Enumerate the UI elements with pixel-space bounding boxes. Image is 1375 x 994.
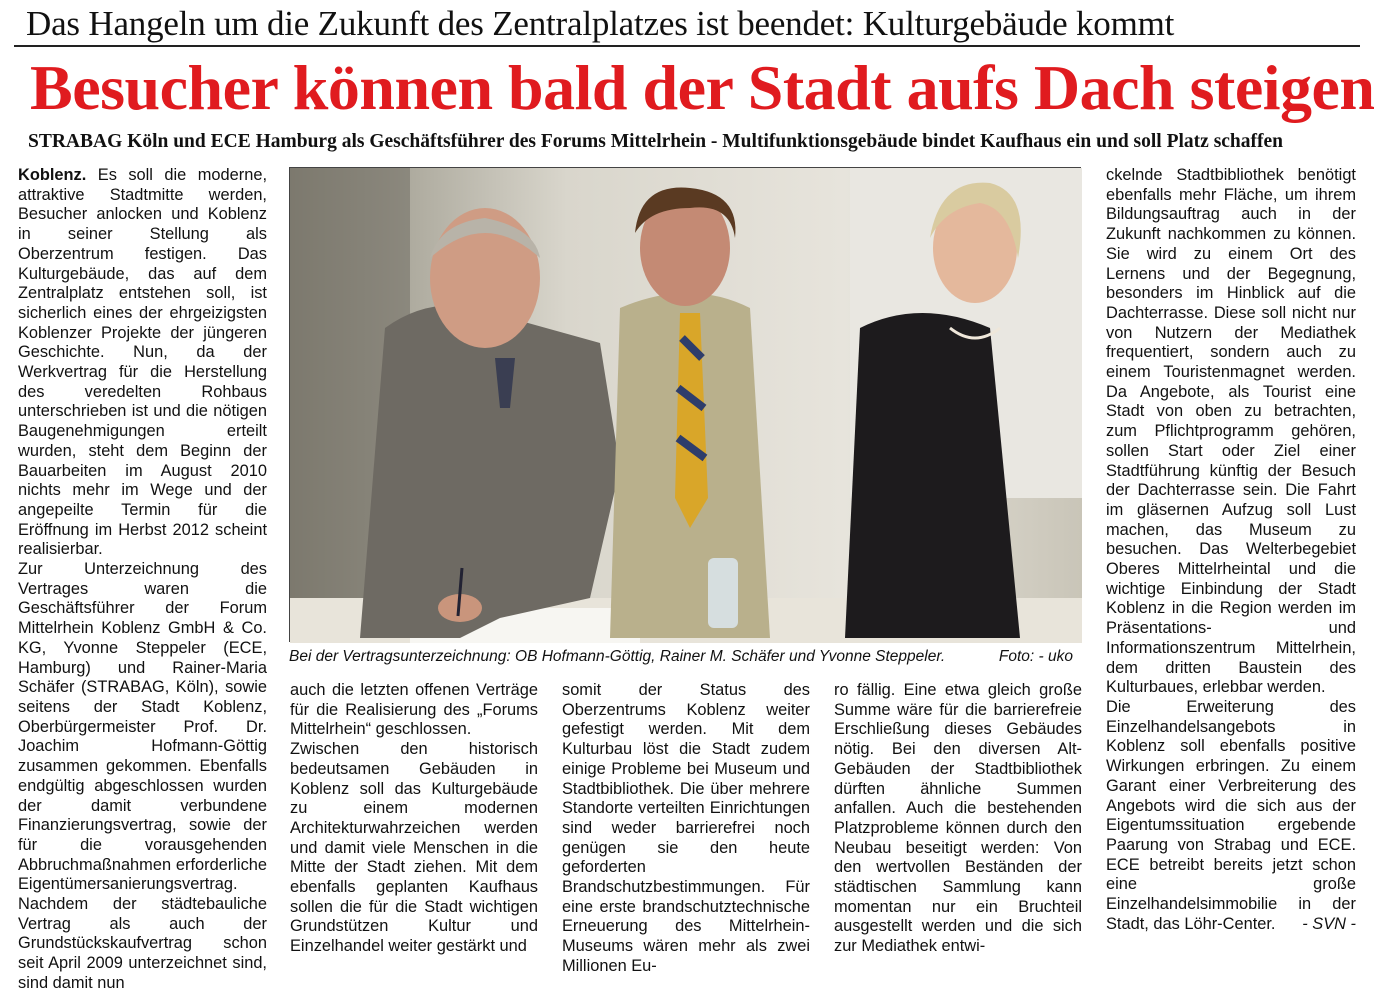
kicker-headline: Das Hangeln um die Zukunft des Zentralplatzes ist beendet: Kulturgebäude kommt [26,4,1175,43]
article-paragraph: Zur Unterzeichnung des Vertrages waren die Geschäftsführer der Forum Mittelrhein Koblenz GmbH & Co. KG, Yvonne Steppeler (ECE, Hamburg) und Rainer-Maria Schäfer (STRABAG, Köln), sowie seitens der Stadt Koblenz, Oberbürgermeister Prof. Dr. Joachim Hofmann-Göttig zusammen gekommen. Ebenfalls endgültig abgeschlossen wurden der damit verbundene Finanzierungsvertrag, sowie der für die vorausgehenden Abbruchmaßnahmen erforderliche Eigentümersanierungsvertrag. [18,560,267,894]
photo-credit: Foto: - uko [998,648,1073,665]
article-paragraph: Die Erweiterung des Einzelhandelsangebots in Koblenz soll ebenfalls positive Wirkungen erbringen. Zu einem Garant einer Verbreiterung des Angebots wird die sich aus der Eigentumssituation ergebende Paarung von Strabag und ECE. ECE betreibt bereits jetzt schon eine große Einzelhandelsimmobilie in der Stadt, das Löhr-Center. - SVN - [1106,697,1356,933]
article-column-3 [562,681,810,975]
main-headline: Besucher können bald der Stadt aufs Dach steigen [30,52,1375,123]
author-byline: - SVN - [1302,914,1356,933]
article-paragraph: ckelnde Stadtbibliothek benötigt ebenfalls mehr Fläche, um ihrem Bildungsauftrag auch in der Zukunft nachkommen zu können. Sie wird zu einem Ort des Lernens und der Begegnung, besonders im Hinblick auf die Dachterrasse. Diese soll nicht nur von Nutzern der Mediathek frequentiert, sondern auch zu einem Touristenmagnet werden. Da Angebote, als Tourist eine Stadt von oben zu betrachten, zum Pflichtprogramm gehören, sollen Start oder Ziel einer Stadtführung künftig der Besuch der Dachterrasse sein. Die Fahrt im gläsernen Aufzug soll Lust machen, das Museum zu besuchen. Das Welterbegebiet Oberes Mittelrheintal und die wichtige Einbindung der Stadt Koblenz in die Region werden im Präsentations- und Informationszentrum Mittelrhein, dem dritten Baustein des Kulturbaues, erlebbar werden. [1106,166,1356,697]
article-column-4 [834,681,1082,957]
article-paragraph: auch die letzten offenen Verträge für die Realisierung des „Forums Mittelrhein“ geschlossen. [290,681,538,739]
caption-text: Bei der Vertragsunterzeichnung: OB Hofmann-Göttig, Rainer M. Schäfer und Yvonne Steppeler. [289,648,946,665]
photo-caption [289,647,1081,667]
article-paragraph: ro fällig. Eine etwa gleich große Summe wäre für die barrierefreie Erschließung dieses Gebäudes nötig. Bei den diversen Alt-Gebäuden der Stadtbibliothek dürften ähnliche Summen anfallen. Auch die bestehenden Platzprobleme können durch den Neubau beseitigt werden: Von den wertvollen Beständen der städtischen Sammlung kann momentan nur ein Bruchteil ausgestellt werden und die sich zur Mediathek entwi- [834,681,1082,956]
article-column-1 [18,166,267,992]
article-column-2 [290,681,538,957]
article-paragraph: Nachdem der städtebauliche Vertrag als auch der Grundstückskaufvertrag schon seit April 2009 unterzeichnet sind, sind damit nun [18,895,267,992]
article-paragraph: Koblenz. Es soll die moderne, attraktive Stadtmitte werden, Besucher anlocken und Koblenz in seiner Stellung als Oberzentrum festigen. Das Kulturgebäude, das auf dem Zentralplatz entstehen soll, ist sicherlich eines der ehrgeizigsten Koblenzer Projekte der jüngeren Geschichte. Nun, da der Werkvertrag für die Herstellung des veredelten Rohbaus unterschrieben ist und die nötigen Baugenehmigungen erteilt wurden, steht dem Beginn der Bauarbeiten im August 2010 nichts mehr im Wege und der angepeilte Termin für die Eröffnung im Herbst 2012 scheint realisierbar. [18,166,267,559]
article-paragraph: somit der Status des Oberzentrums Koblenz weiter gefestigt werden. Mit dem Kulturbau löst die Stadt zudem einige Probleme bei Museum und Stadtbibliothek. Die über mehrere Standorte verteilten Einrichtungen sind weder barrierefrei noch genügen sie den heute geforderten Brandschutzbestimmungen. Für eine erste brandschutztechnische Erneuerung des Mittelrhein-Museums wären mehr als zwei Millionen Eu- [562,681,810,975]
article-photo [289,167,1081,642]
photo-illustration [290,168,1082,643]
article-paragraph: Zwischen den historisch bedeutsamen Gebäuden in Koblenz soll das Kulturgebäude zu einem modernen Architekturwahrzeichen werden und damit viele Menschen in die Mitte der Stadt ziehen. Mit dem ebenfalls geplanten Kaufhaus sollen die für die Stadt wichtigen Grundstützen Kultur und Einzelhandel weiter gestärkt und [290,740,538,956]
article-column-5 [1106,166,1356,958]
dateline: Koblenz. [18,166,87,184]
top-rule [14,45,1360,47]
subheadline: STRABAG Köln und ECE Hamburg als Geschäftsführer des Forums Mittelrhein - Multifunktionsgebäude bindet Kaufhaus ein und soll Platz schaffen [28,131,1284,152]
